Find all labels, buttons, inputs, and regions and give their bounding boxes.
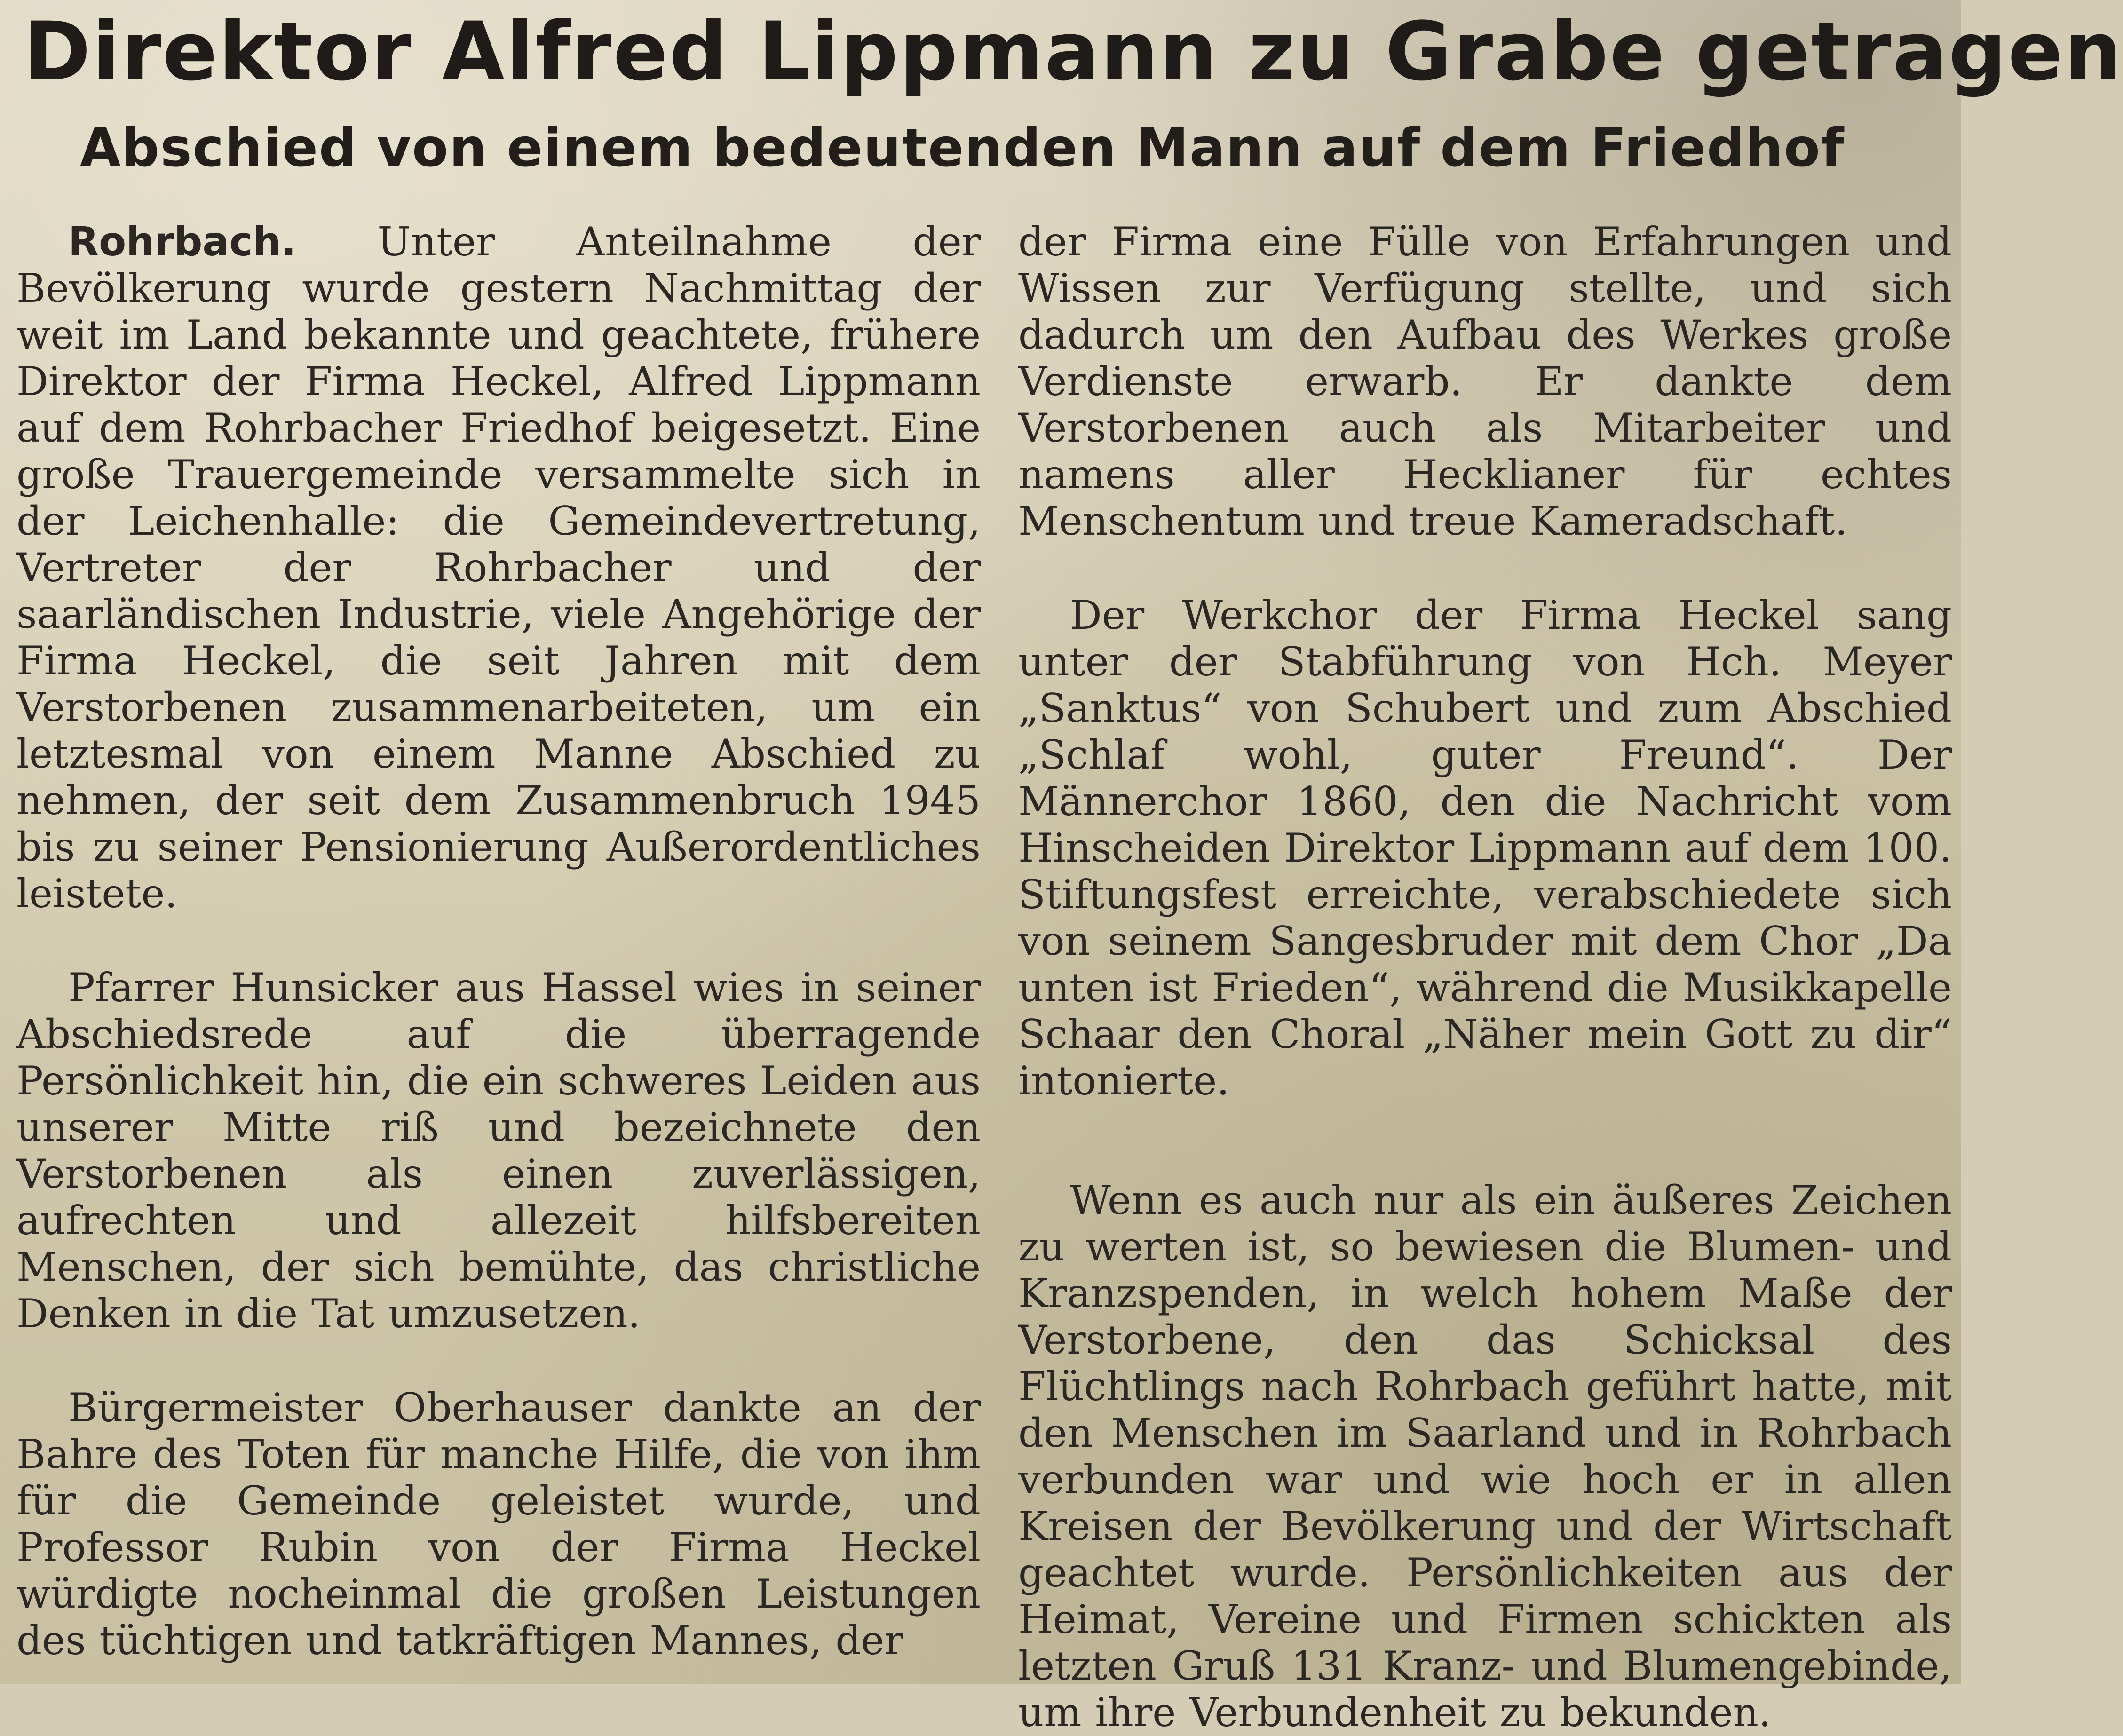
article-paragraph-3-continued: der Firma eine Fülle von Erfahrungen und Wissen zur Verfügung stellte, und sich dadurch um den Aufbau des Werkes große Verdienste erwarb. Er dankte dem Verstorbenen auch als Mitarbeiter und namens aller Hecklianer für echtes Menschentum und treue Kameradschaft. bbox=[1018, 219, 1952, 544]
article-paragraph-1 bbox=[16, 219, 981, 917]
article-paragraph-5: Wenn es auch nur als ein äußeres Zeichen zu werten ist, so bewiesen die Blumen- und Kranzspenden, in welch hohem Maße der Verstorbene, den das Schicksal des Flüchtlings nach Rohrbach geführt hatte, mit den Menschen im Saarland und in Rohrbach verbunden war und wie hoch er in allen Kreisen der Bevölkerung und der Wirtschaft geachtet wurde. Persönlichkeiten aus der Heimat, Vereine und Firmen schickten als letzten Gruß 131 Kranz- und Blumengebinde, um ihre Verbundenheit zu bekunden. bbox=[1018, 1177, 1952, 1736]
article-column-right bbox=[1018, 219, 1952, 1736]
article-headline: Direktor Alfred Lippmann zu Grabe getragen bbox=[24, 4, 2123, 99]
dateline: Rohrbach. bbox=[68, 219, 296, 265]
article-paragraph-2: Pfarrer Hunsicker aus Hassel wies in seiner Abschiedsrede auf die überragende Persönlichkeit hin, die ein schweres Leiden aus unserer Mitte riß und bezeichnete den Verstorbenen als einen zuverlässigen, aufrechten und allezeit hilfsbereiten Menschen, der sich bemühte, das christliche Denken in die Tat umzusetzen. bbox=[16, 965, 981, 1337]
paragraph-1-text: Unter Anteilnahme der Bevölkerung wurde gestern Nachmittag der weit im Land bekannte und geachtete, frühere Direktor der Firma Heckel, Alfred Lippmann auf dem Rohrbacher Friedhof beigesetzt. Eine große Trauergemeinde versammelte sich in der Leichenhalle: die Gemeindevertretung, Vertreter der Rohrbacher und der saarländischen Industrie, viele Angehörige der Firma Heckel, die seit Jahren mit dem Verstorbenen zusammenarbeiteten, um ein letztesmal von einem Manne Abschied zu nehmen, der seit dem Zusammenbruch 1945 bis zu seiner Pensionierung Außerordentliches leistete. bbox=[16, 219, 981, 917]
article-column-left bbox=[16, 219, 981, 1679]
article-paragraph-3: Bürgermeister Oberhauser dankte an der Bahre des Toten für manche Hilfe, die von ihm für die Gemeinde geleistet wurde, und Professor Rubin von der Firma Heckel würdigte nocheinmal die großen Leistungen des tüchtigen und tatkräftigen Mannes, der bbox=[16, 1385, 981, 1664]
article-subheadline: Abschied von einem bedeutenden Mann auf dem Friedhof bbox=[80, 118, 1845, 179]
article-paragraph-4: Der Werkchor der Firma Heckel sang unter der Stabführung von Hch. Meyer „Sanktus“ von Schubert und zum Abschied „Schlaf wohl, guter Freund“. Der Männerchor 1860, den die Nachricht vom Hinscheiden Direktor Lippmann auf dem 100. Stiftungsfest erreichte, verabschiedete sich von seinem Sangesbruder mit dem Chor „Da unten ist Frieden“, während die Musikkapelle Schaar den Choral „Näher mein Gott zu dir“ intonierte. bbox=[1018, 592, 1952, 1104]
